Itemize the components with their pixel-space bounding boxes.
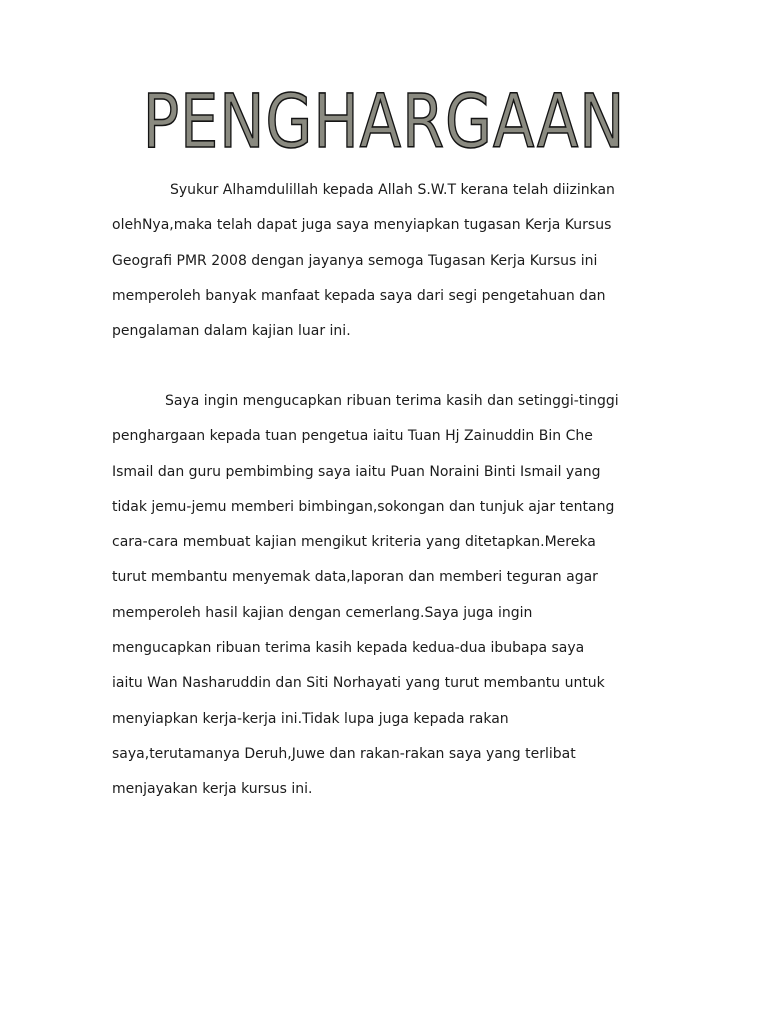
paragraph-line: menyiapkan kerja-kerja ini.Tidak lupa juga kepada rakan: [112, 710, 509, 727]
paragraph-line: menjayakan kerja kursus ini.: [112, 781, 313, 798]
paragraph-line: pengalaman dalam kajian luar ini.: [112, 323, 351, 340]
paragraph-line: memperoleh banyak manfaat kepada saya dari segi pengetahuan dan: [112, 287, 606, 304]
paragraph-line: Saya ingin mengucapkan ribuan terima kasih dan setinggi-tinggi: [165, 393, 619, 409]
paragraph-thanks: [112, 384, 672, 808]
paragraph-line: Syukur Alhamdulillah kepada Allah S.W.T kerana telah diizinkan: [170, 182, 615, 198]
paragraph-line: penghargaan kepada tuan pengetua iaitu Tuan Hj Zainuddin Bin Che: [112, 428, 593, 445]
paragraph-line: Geografi PMR 2008 dengan jayanya semoga Tugasan Kerja Kursus ini: [112, 252, 598, 269]
paragraph-line: iaitu Wan Nasharuddin dan Siti Norhayati yang turut membantu untuk: [112, 675, 605, 692]
paragraph-line: memperoleh hasil kajian dengan cemerlang.Saya juga ingin: [112, 604, 533, 621]
paragraph-line: tidak jemu-jemu memberi bimbingan,sokongan dan tunjuk ajar tentang: [112, 498, 615, 515]
paragraph-line: cara-cara membuat kajian mengikut kriteria yang ditetapkan.Mereka: [112, 534, 596, 551]
paragraph-line: olehNya,maka telah dapat juga saya menyiapkan tugasan Kerja Kursus: [112, 217, 612, 234]
paragraph-line: saya,terutamanya Deruh,Juwe dan rakan-rakan saya yang terlibat: [112, 745, 576, 762]
paragraph-line: Ismail dan guru pembimbing saya iaitu Puan Noraini Binti Ismail yang: [112, 463, 601, 480]
page-title: PENGHARGAAN: [142, 79, 626, 165]
paragraph-acknowledgement-intro: [112, 173, 672, 349]
paragraph-line: turut membantu menyemak data,laporan dan memberi teguran agar: [112, 569, 598, 586]
paragraph-line: mengucapkan ribuan terima kasih kepada kedua-dua ibubapa saya: [112, 640, 585, 657]
